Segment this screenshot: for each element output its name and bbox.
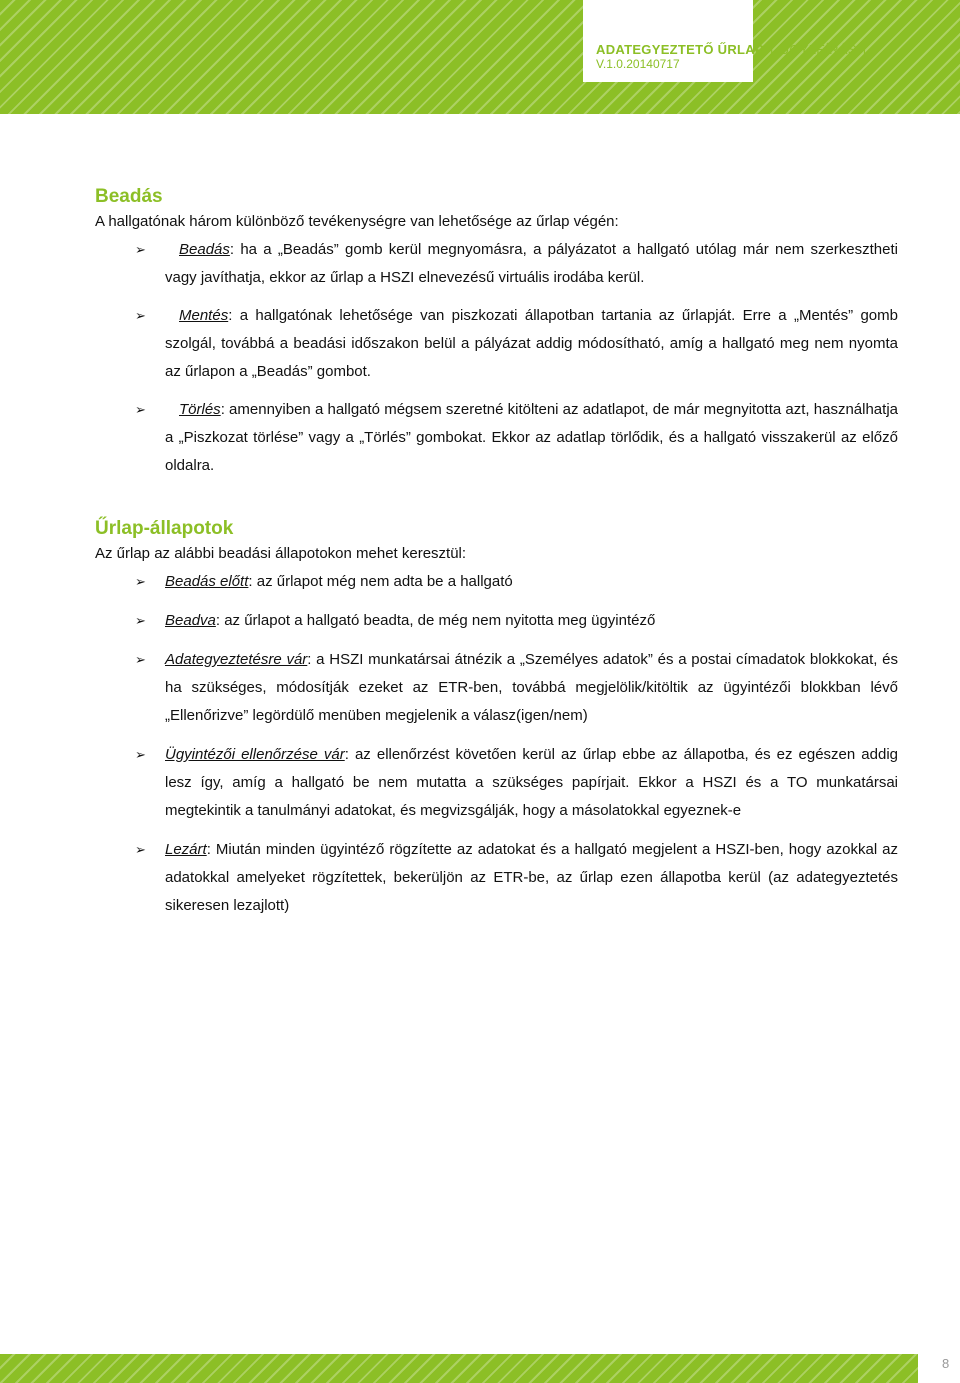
list-item — [95, 741, 898, 825]
document-subtitle: ÜGYLEÍRÁS — [779, 42, 857, 57]
list-item — [95, 568, 898, 596]
list-item-text: : az ellenőrzést követően kerül az űrlap ebbe az állapotba, és ez egészen addig lesz így, amíg a hallgató be nem mutatta a szükséges papírjait. Ekkor a HSZI és a TO munkatársai megtekintik a tanulmányi adatokat, és megvizsgálják, hogy a másolatokkal egyeznek-e — [165, 746, 899, 819]
arrow-bullet-icon: ➢ — [135, 652, 146, 667]
footer-band — [0, 1354, 918, 1383]
list-item-term: Mentés — [179, 307, 229, 324]
section-title-beadas: Beadás — [95, 186, 163, 207]
list-item-term: Törlés — [179, 401, 221, 418]
list-item-term: Beadva — [165, 612, 216, 629]
arrow-bullet-icon: ➢ — [135, 308, 146, 323]
list-item — [95, 236, 898, 292]
arrow-bullet-icon: ➢ — [135, 242, 146, 257]
page-content — [95, 186, 898, 931]
states-list — [95, 568, 898, 920]
header-separator-2: | — [862, 42, 867, 57]
section-intro-beadas: A hallgatónak három különböző tevékenységre van lehetősége az űrlap végén: — [95, 213, 619, 230]
list-item-text: : ha a „Beadás” gomb kerül megnyomásra, a pályázatot a hallgató utólag már nem szerkesztheti vagy javíthatja, ekkor az űrlap a HSZI elnevezésű virtuális irodába kerül. — [165, 241, 898, 286]
list-item-text: : az űrlapot a hallgató beadta, de még nem nyitotta meg ügyintéző — [215, 612, 656, 629]
list-item-text: : a HSZI munkatársai átnézik a „Személyes adatok” és a postai címadatok blokkokat, és ha szükséges, módosítják ezeket az ETR-ben, továbbá megjelölik/kitöltik az ügyintézői blokkban lévő „Ellenőrizve” legördülő menüben megjelenik a válasz(igen/nem) — [165, 651, 898, 724]
list-item — [95, 836, 898, 920]
list-item — [95, 302, 898, 386]
list-item-term: Adategyeztetésre vár — [165, 651, 308, 668]
list-item — [95, 396, 898, 480]
list-item-term: Beadás előtt — [165, 573, 249, 590]
list-item-term: Ügyintézői ellenőrzése vár — [165, 746, 345, 763]
list-item-term: Beadás — [179, 241, 230, 258]
list-item-text: : amennyiben a hallgató mégsem szeretné kitölteni az adatlapot, de már megnyitotta azt, használhatja a „Piszkozat törlése” vagy a „Törlés” gombokat. Ekkor az adatlap törlődik, és a hallgató visszakerül az előző oldalra. — [165, 401, 898, 474]
arrow-bullet-icon: ➢ — [135, 613, 146, 628]
list-item — [95, 646, 898, 730]
section-title-urlap-allapotok: Űrlap-állapotok — [95, 518, 234, 539]
header-band — [0, 0, 960, 114]
document-title — [596, 42, 872, 57]
list-item-term: Lezárt — [165, 841, 207, 858]
document-version: V.1.0.20140717 — [596, 57, 680, 71]
arrow-bullet-icon: ➢ — [135, 842, 146, 857]
list-item — [95, 607, 898, 635]
list-item-text: : Miután minden ügyintéző rögzítette az adatokat és a hallgató megjelent a HSZI-ben, hogy azokkal az adatokkal amelyeket rögzítettek, bekerüljön az ETR-be, az űrlap ezen állapotba kerül (az adategyeztetés sikeresen lezajlott) — [165, 841, 898, 914]
arrow-bullet-icon: ➢ — [135, 574, 146, 589]
list-item-text: : az űrlapot még nem adta be a hallgató — [248, 573, 513, 590]
document-title-text: ADATEGYEZTETŐ ŰRLAP — [596, 42, 764, 57]
list-item-text: : a hallgatónak lehetősége van piszkozati állapotban tartania az űrlapját. Erre a „Mentés” gomb szolgál, továbbá a beadási időszakon belül a pályázat addig módosítható, amíg a hallgató meg nem nyomta az űrlapon a „Beadás” gombot. — [165, 307, 898, 380]
arrow-bullet-icon: ➢ — [135, 747, 146, 762]
section-intro-urlap-allapotok: Az űrlap az alábbi beadási állapotokon mehet keresztül: — [95, 545, 467, 562]
header-separator: | — [769, 42, 774, 57]
arrow-bullet-icon: ➢ — [135, 402, 146, 417]
page-number: 8 — [942, 1356, 950, 1371]
actions-list — [95, 236, 898, 480]
